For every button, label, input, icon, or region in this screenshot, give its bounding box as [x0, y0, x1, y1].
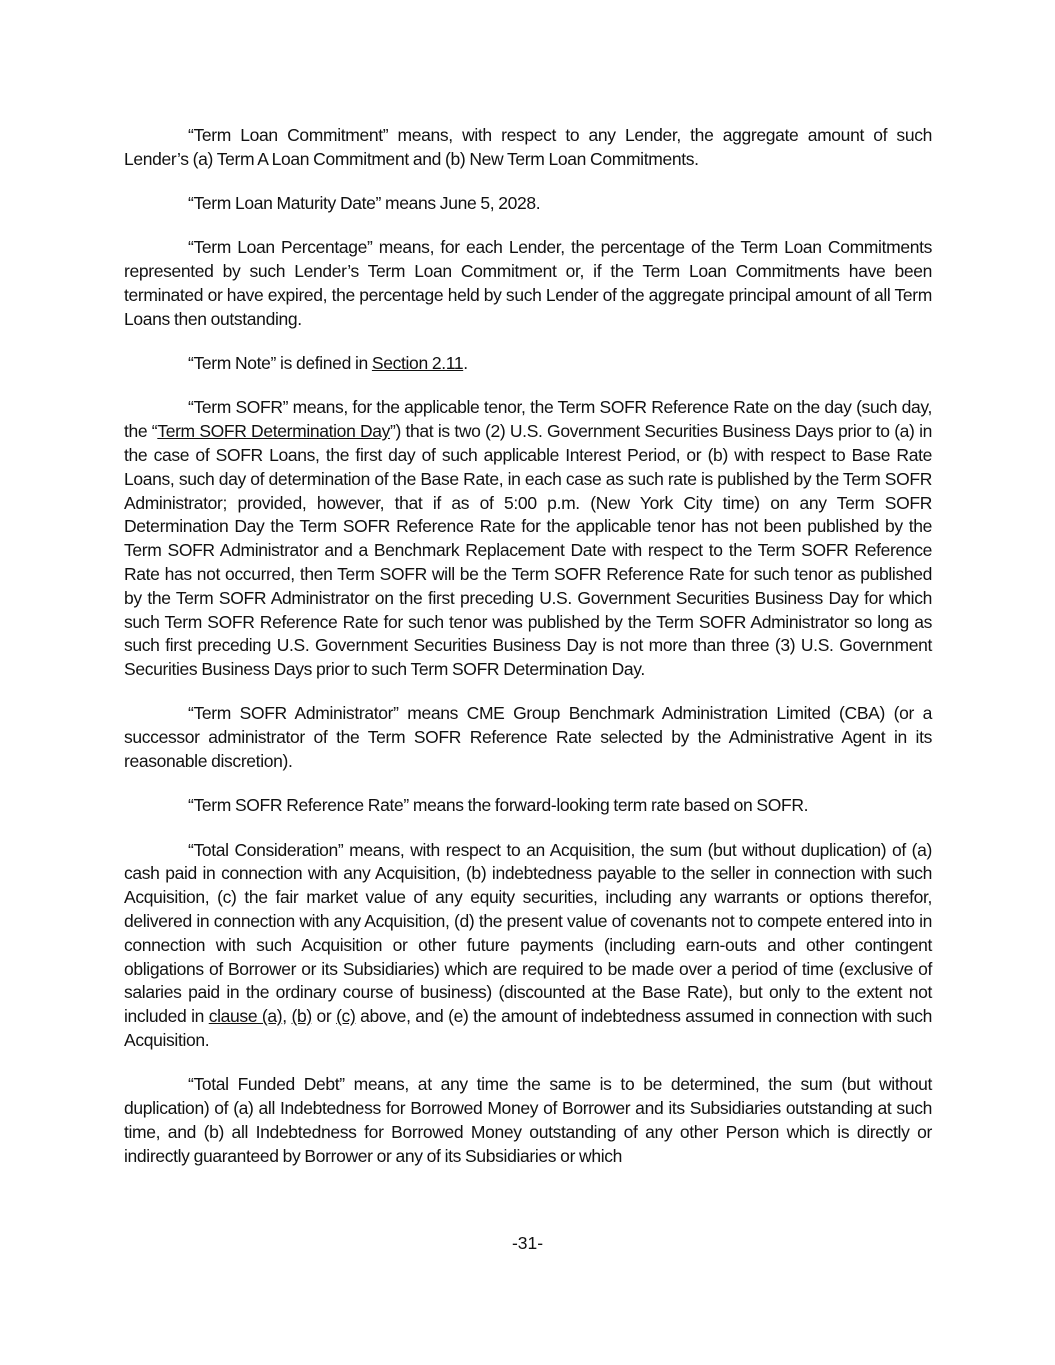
page-number: -31-	[511, 1233, 544, 1253]
paragraph-text: “Term Loan Maturity Date” means June 5, 2028.	[188, 193, 541, 214]
paragraph-text: ,	[282, 1006, 292, 1027]
cross-reference: clause (a)	[208, 1006, 283, 1027]
definition-paragraph	[124, 1073, 932, 1168]
paragraph-text: “Total Consideration” means, with respect to an Acquisition, the sum (but without duplication) of (a) cash paid in connection with any Acquisition, (b) indebtedness payable to the seller in connection with such Acquisition, (c) the fair market value of any equity securities, including any warrants or options therefor, delivered in connection with any Acquisition, (d) the present value of covenants not to compete entered into in connection with such Acquisition or other future payments (including earn-outs and other contingent obligations of Borrower or its Subsidiaries) which are required to be made over a period of time (exclusive of salaries paid in the ordinary course of business) (discounted at the Base Rate), but only to the extent not included in	[124, 839, 932, 1027]
paragraph-text: “Term SOFR” means, for the applicable tenor, the Term SOFR Reference Rate on the day (such day, the “	[124, 397, 932, 442]
definition-paragraph	[124, 839, 932, 1053]
cross-reference: Section 2.11	[371, 353, 464, 374]
paragraph-text: “Term Loan Percentage” means, for each Lender, the percentage of the Term Loan Commitments represented by such Lender’s Term Loan Commitment or, if the Term Loan Commitments have been terminated or have expired, the percentage held by such Lender of the aggregate principal amount of all Term Loans then outstanding.	[124, 237, 932, 329]
definition-paragraph	[124, 702, 932, 773]
definition-paragraph	[124, 396, 932, 682]
cross-reference: Term SOFR Determination Day	[157, 421, 391, 442]
document-body	[124, 124, 932, 1189]
paragraph-text: above, and (e) the amount of indebtedness assumed in connection with such Acquisition.	[124, 1006, 933, 1050]
paragraph-text: “Term SOFR Administrator” means CME Group Benchmark Administration Limited (CBA) (or a successor administrator of the Term SOFR Reference Rate selected by the Administrative Agent in its reasonable discretion).	[124, 703, 932, 772]
paragraph-text: .	[463, 353, 468, 374]
paragraph-text: “Term SOFR Reference Rate” means the forward-looking term rate based on SOFR.	[188, 795, 809, 816]
definition-paragraph	[124, 794, 932, 818]
definition-paragraph	[124, 124, 932, 172]
definition-paragraph	[124, 236, 932, 331]
paragraph-text: “Term Note” is defined in	[188, 353, 372, 374]
paragraph-text: “Term Loan Commitment” means, with respect to any Lender, the aggregate amount of such Lender’s (a) Term A Loan Commitment and (b) New Term Loan Commitments.	[124, 125, 932, 169]
definition-paragraph	[124, 192, 932, 216]
definition-paragraph	[124, 352, 932, 376]
paragraph-text: ”) that is two (2) U.S. Government Securities Business Days prior to (a) in the case of SOFR Loans, the first day of such applicable Interest Period, or (b) with respect to Base Rate Loans, such day of determination of the Base Rate, in each case as such rate is published by the Term SOFR Administrator; provided, however, that if as of 5:00 p.m. (New York City time) on any Term SOFR Determination Day the Term SOFR Reference Rate for the applicable tenor has not been published by the Term SOFR Administrator and a Benchmark Replacement Date with respect to the Term SOFR Reference Rate has not occurred, then Term SOFR will be the Term SOFR Reference Rate for such tenor as published by the Term SOFR Administrator on the first preceding U.S. Government Securities Business Day for which such Term SOFR Reference Rate for such tenor was published by the Term SOFR Administrator so long as such first preceding U.S. Government Securities Business Day is not more than three (3) U.S. Government Securities Business Days prior to such Term SOFR Determination Day.	[124, 421, 932, 680]
cross-reference: (c)	[336, 1006, 356, 1027]
cross-reference: (b)	[291, 1006, 312, 1027]
paragraph-text: “Total Funded Debt” means, at any time the same is to be determined, the sum (but without duplication) of (a) all Indebtedness for Borrowed Money of Borrower and its Subsidiaries outstanding at such time, and (b) all Indebtedness for Borrowed Money outstanding of any other Person which is directly or indirectly guaranteed by Borrower or any of its Subsidiaries or which	[124, 1074, 932, 1166]
paragraph-text: or	[311, 1006, 337, 1027]
